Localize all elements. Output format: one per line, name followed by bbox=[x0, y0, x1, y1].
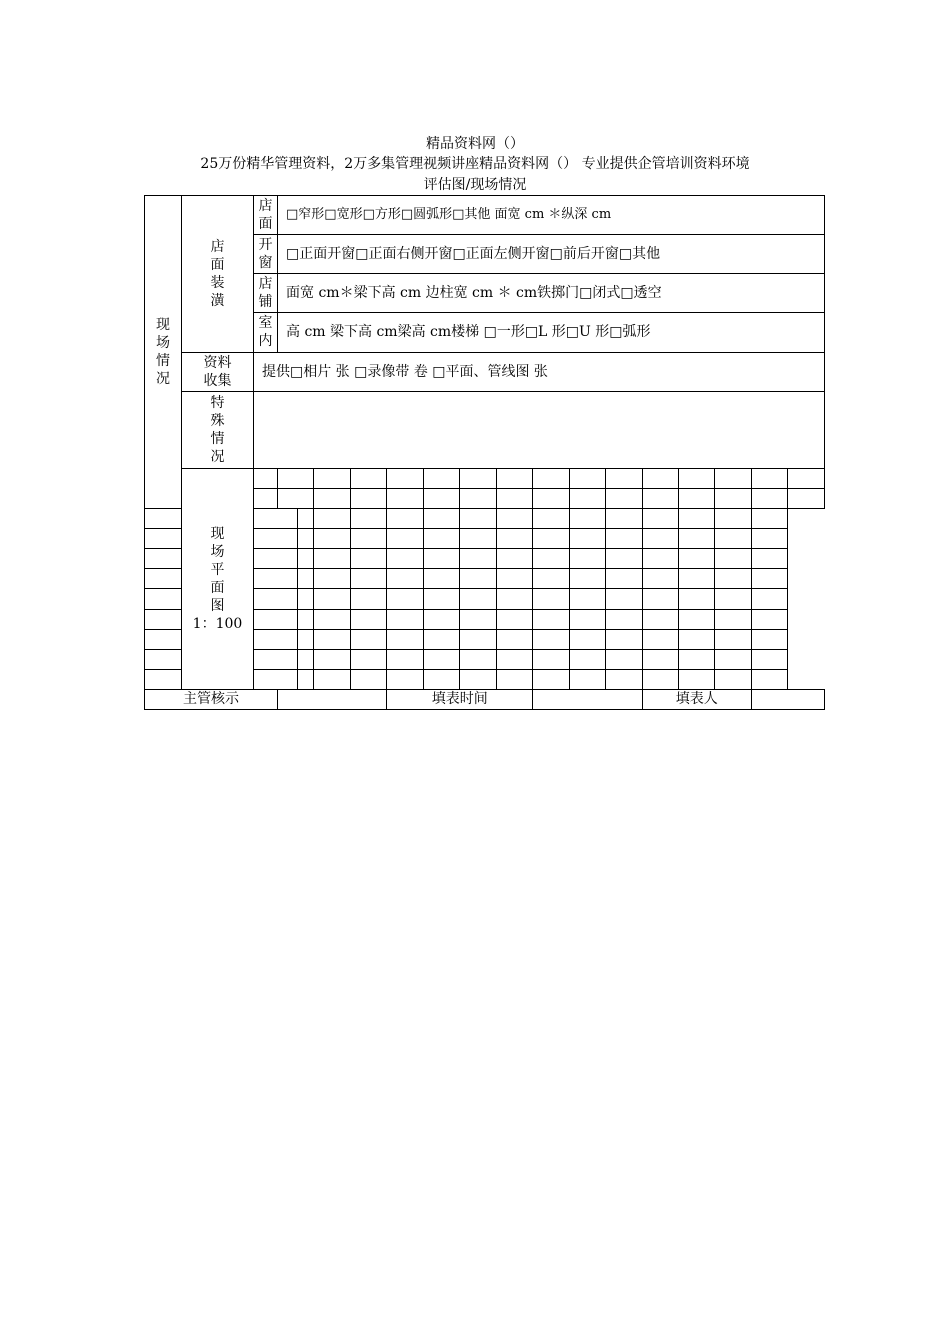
floor-plan-cell[interactable] bbox=[788, 469, 825, 489]
floor-plan-cell[interactable] bbox=[350, 629, 386, 649]
materials-row bbox=[145, 352, 825, 391]
floor-plan-cell[interactable] bbox=[496, 529, 532, 549]
floor-plan-cell[interactable] bbox=[254, 529, 298, 549]
floor-plan-cell[interactable] bbox=[298, 549, 314, 569]
floor-plan-cell[interactable] bbox=[387, 669, 423, 689]
floor-plan-cell[interactable] bbox=[569, 669, 605, 689]
floor-plan-cell[interactable] bbox=[254, 609, 298, 629]
supervisor-label: 主管核示 bbox=[145, 689, 278, 709]
floor-plan-cell[interactable] bbox=[423, 469, 459, 489]
floor-plan-cell[interactable] bbox=[715, 489, 751, 509]
floor-plan-cell[interactable] bbox=[496, 589, 532, 609]
floor-plan-cell[interactable] bbox=[642, 529, 678, 549]
floor-plan-cell[interactable] bbox=[460, 549, 496, 569]
floor-plan-cell[interactable] bbox=[642, 569, 678, 589]
floor-plan-cell[interactable] bbox=[145, 629, 182, 649]
floor-plan-cell[interactable] bbox=[751, 629, 787, 649]
floor-plan-cell[interactable] bbox=[533, 649, 569, 669]
floor-plan-cell[interactable] bbox=[298, 669, 314, 689]
floor-plan-cell[interactable] bbox=[678, 649, 714, 669]
floor-plan-cell[interactable] bbox=[715, 629, 751, 649]
floor-plan-cell[interactable] bbox=[314, 589, 350, 609]
floor-plan-cell[interactable] bbox=[254, 569, 298, 589]
floor-plan-cell[interactable] bbox=[569, 609, 605, 629]
floor-plan-cell[interactable] bbox=[387, 629, 423, 649]
floor-plan-cell[interactable] bbox=[496, 629, 532, 649]
floor-plan-cell[interactable] bbox=[278, 489, 314, 509]
shop-label: 店 铺 bbox=[254, 274, 278, 313]
floor-plan-cell[interactable] bbox=[350, 589, 386, 609]
floor-plan-cell[interactable] bbox=[642, 629, 678, 649]
floor-plan-cell[interactable] bbox=[642, 669, 678, 689]
floor-plan-cell[interactable] bbox=[423, 589, 459, 609]
floor-plan-cell[interactable] bbox=[314, 669, 350, 689]
floor-plan-cell[interactable] bbox=[298, 629, 314, 649]
floor-plan-cell[interactable] bbox=[350, 549, 386, 569]
special-label: 特 殊 情 况 bbox=[182, 391, 254, 468]
floor-plan-cell[interactable] bbox=[606, 609, 642, 629]
floor-plan-cell[interactable] bbox=[751, 469, 787, 489]
floor-plan-cell[interactable] bbox=[715, 569, 751, 589]
floor-plan-cell[interactable] bbox=[298, 569, 314, 589]
floor-plan-cell[interactable] bbox=[460, 629, 496, 649]
floor-plan-cell[interactable] bbox=[533, 629, 569, 649]
supervisor-field[interactable] bbox=[278, 689, 387, 709]
floor-plan-cell[interactable] bbox=[387, 569, 423, 589]
floor-plan-cell[interactable] bbox=[496, 669, 532, 689]
floor-plan-cell[interactable] bbox=[715, 509, 751, 529]
floor-plan-cell[interactable] bbox=[642, 489, 678, 509]
floor-plan-cell[interactable] bbox=[606, 509, 642, 529]
floor-plan-cell[interactable] bbox=[350, 669, 386, 689]
floor-plan-cell[interactable] bbox=[642, 509, 678, 529]
decoration-label: 店 面 装 潢 bbox=[182, 196, 254, 353]
floor-plan-cell[interactable] bbox=[298, 509, 314, 529]
floor-plan-cell[interactable] bbox=[254, 489, 278, 509]
floor-plan-cell[interactable] bbox=[145, 569, 182, 589]
floor-plan-cell[interactable] bbox=[423, 649, 459, 669]
storefront-row bbox=[145, 196, 825, 235]
floor-plan-cell[interactable] bbox=[350, 509, 386, 529]
floor-plan-cell[interactable] bbox=[751, 549, 787, 569]
floor-plan-cell[interactable] bbox=[678, 509, 714, 529]
floor-plan-cell[interactable] bbox=[751, 649, 787, 669]
window-label: 开 窗 bbox=[254, 235, 278, 274]
floor-plan-cell[interactable] bbox=[569, 509, 605, 529]
floor-plan-cell[interactable] bbox=[387, 609, 423, 629]
floor-plan-cell[interactable] bbox=[496, 469, 532, 489]
floor-plan-cell[interactable] bbox=[350, 529, 386, 549]
floor-plan-cell[interactable] bbox=[642, 589, 678, 609]
floor-plan-cell[interactable] bbox=[460, 489, 496, 509]
floor-plan-cell[interactable] bbox=[254, 549, 298, 569]
floor-plan-cell[interactable] bbox=[715, 589, 751, 609]
floor-plan-row bbox=[145, 469, 825, 489]
floor-plan-cell[interactable] bbox=[606, 669, 642, 689]
special-row bbox=[145, 391, 825, 468]
floor-plan-cell[interactable] bbox=[496, 569, 532, 589]
floor-plan-cell[interactable] bbox=[298, 589, 314, 609]
floor-plan-cell[interactable] bbox=[751, 509, 787, 529]
window-options[interactable]: □正面开窗□正面右侧开窗□正面左侧开窗□前后开窗□其他 bbox=[278, 235, 825, 274]
floor-plan-cell[interactable] bbox=[788, 489, 825, 509]
floor-plan-cell[interactable] bbox=[678, 589, 714, 609]
floor-plan-cell[interactable] bbox=[678, 569, 714, 589]
floor-plan-cell[interactable] bbox=[751, 609, 787, 629]
floor-plan-cell[interactable] bbox=[460, 649, 496, 669]
floor-plan-cell[interactable] bbox=[298, 609, 314, 629]
floor-plan-cell[interactable] bbox=[606, 529, 642, 549]
floor-plan-cell[interactable] bbox=[460, 609, 496, 629]
floor-plan-cell[interactable] bbox=[715, 529, 751, 549]
floor-plan-cell[interactable] bbox=[751, 589, 787, 609]
form-title: 评估图/现场情况 bbox=[423, 177, 527, 193]
floor-plan-cell[interactable] bbox=[496, 549, 532, 569]
floor-plan-cell[interactable] bbox=[387, 549, 423, 569]
fill-date-label: 填表时间 bbox=[387, 689, 533, 709]
floor-plan-cell[interactable] bbox=[606, 469, 642, 489]
interior-label: 室 内 bbox=[254, 313, 278, 352]
floor-plan-cell[interactable] bbox=[533, 549, 569, 569]
floor-plan-cell[interactable] bbox=[314, 549, 350, 569]
floor-plan-cell[interactable] bbox=[569, 469, 605, 489]
floor-plan-cell[interactable] bbox=[533, 589, 569, 609]
filler-label: 填表人 bbox=[642, 689, 751, 709]
floor-plan-cell[interactable] bbox=[314, 629, 350, 649]
floor-plan-cell[interactable] bbox=[678, 629, 714, 649]
floor-plan-cell[interactable] bbox=[314, 569, 350, 589]
floor-plan-cell[interactable] bbox=[751, 669, 787, 689]
floor-plan-cell[interactable] bbox=[533, 469, 569, 489]
floor-plan-cell[interactable] bbox=[678, 609, 714, 629]
floor-plan-cell[interactable] bbox=[569, 649, 605, 669]
floor-plan-cell[interactable] bbox=[387, 469, 423, 489]
floor-plan-cell[interactable] bbox=[423, 529, 459, 549]
floor-plan-cell[interactable] bbox=[606, 589, 642, 609]
floor-plan-cell[interactable] bbox=[254, 629, 298, 649]
floor-plan-cell[interactable] bbox=[423, 629, 459, 649]
floor-plan-cell[interactable] bbox=[314, 469, 350, 489]
floor-plan-cell[interactable] bbox=[606, 649, 642, 669]
floor-plan-cell[interactable] bbox=[423, 609, 459, 629]
site-assessment-form bbox=[144, 195, 825, 710]
floor-plan-cell[interactable] bbox=[678, 529, 714, 549]
floor-plan-cell[interactable] bbox=[678, 549, 714, 569]
floor-plan-cell[interactable] bbox=[145, 549, 182, 569]
floor-plan-cell[interactable] bbox=[387, 509, 423, 529]
floor-plan-cell[interactable] bbox=[533, 489, 569, 509]
floor-plan-cell[interactable] bbox=[642, 649, 678, 669]
floor-plan-cell[interactable] bbox=[314, 529, 350, 549]
floor-plan-cell[interactable] bbox=[715, 649, 751, 669]
floor-plan-cell[interactable] bbox=[569, 589, 605, 609]
floor-plan-cell[interactable] bbox=[678, 669, 714, 689]
floor-plan-cell[interactable] bbox=[496, 489, 532, 509]
floor-plan-cell[interactable] bbox=[569, 569, 605, 589]
floor-plan-cell[interactable] bbox=[254, 649, 298, 669]
floor-plan-cell[interactable] bbox=[387, 529, 423, 549]
floor-plan-cell[interactable] bbox=[460, 529, 496, 549]
floor-plan-cell[interactable] bbox=[314, 609, 350, 629]
floor-plan-cell[interactable] bbox=[145, 609, 182, 629]
floor-plan-cell[interactable] bbox=[254, 589, 298, 609]
floor-plan-cell[interactable] bbox=[533, 609, 569, 629]
floor-plan-cell[interactable] bbox=[254, 509, 298, 529]
floor-plan-cell[interactable] bbox=[145, 669, 182, 689]
floor-plan-label: 现 场 平 面 图 1：100 bbox=[182, 469, 254, 690]
header-description: 25万份精华管理资料，2万多集管理视频讲座精品资料网（） 专业提供企管培训资料环境 bbox=[200, 156, 750, 172]
floor-plan-cell[interactable] bbox=[314, 649, 350, 669]
floor-plan-cell[interactable] bbox=[254, 669, 298, 689]
floor-plan-cell[interactable] bbox=[254, 469, 278, 489]
floor-plan-cell[interactable] bbox=[423, 669, 459, 689]
footer-row bbox=[145, 689, 825, 709]
floor-plan-cell[interactable] bbox=[145, 589, 182, 609]
floor-plan-cell[interactable] bbox=[298, 529, 314, 549]
floor-plan-cell[interactable] bbox=[423, 569, 459, 589]
floor-plan-cell[interactable] bbox=[606, 569, 642, 589]
floor-plan-cell[interactable] bbox=[350, 489, 386, 509]
floor-plan-cell[interactable] bbox=[751, 529, 787, 549]
filler-field[interactable] bbox=[751, 689, 824, 709]
floor-plan-cell[interactable] bbox=[496, 609, 532, 629]
floor-plan-cell[interactable] bbox=[678, 489, 714, 509]
floor-plan-cell[interactable] bbox=[751, 569, 787, 589]
floor-plan-cell[interactable] bbox=[569, 489, 605, 509]
floor-plan-cell[interactable] bbox=[569, 549, 605, 569]
site-situation-label: 现 场 情 况 bbox=[145, 196, 182, 509]
floor-plan-cell[interactable] bbox=[298, 649, 314, 669]
floor-plan-cell[interactable] bbox=[715, 609, 751, 629]
special-field[interactable] bbox=[254, 391, 825, 468]
floor-plan-cell[interactable] bbox=[533, 669, 569, 689]
floor-plan-cell[interactable] bbox=[278, 469, 314, 489]
floor-plan-cell[interactable] bbox=[145, 509, 182, 529]
materials-label: 资料 收集 bbox=[182, 352, 254, 391]
floor-plan-cell[interactable] bbox=[145, 529, 182, 549]
floor-plan-cell[interactable] bbox=[387, 649, 423, 669]
floor-plan-cell[interactable] bbox=[606, 489, 642, 509]
floor-plan-cell[interactable] bbox=[350, 569, 386, 589]
floor-plan-cell[interactable] bbox=[569, 629, 605, 649]
floor-plan-cell[interactable] bbox=[314, 489, 350, 509]
floor-plan-cell[interactable] bbox=[387, 589, 423, 609]
floor-plan-cell[interactable] bbox=[715, 469, 751, 489]
floor-plan-cell[interactable] bbox=[569, 529, 605, 549]
floor-plan-cell[interactable] bbox=[642, 609, 678, 629]
floor-plan-cell[interactable] bbox=[387, 489, 423, 509]
floor-plan-cell[interactable] bbox=[642, 469, 678, 489]
interior-options[interactable]: 高 cm 梁下高 cm梁高 cm楼梯 □一形□L 形□U 形□弧形 bbox=[278, 313, 825, 352]
floor-plan-cell[interactable] bbox=[751, 489, 787, 509]
floor-plan-cell[interactable] bbox=[460, 569, 496, 589]
floor-plan-cell[interactable] bbox=[460, 469, 496, 489]
fill-date-field[interactable] bbox=[533, 689, 642, 709]
floor-plan-cell[interactable] bbox=[642, 549, 678, 569]
floor-plan-cell[interactable] bbox=[423, 549, 459, 569]
floor-plan-cell[interactable] bbox=[145, 649, 182, 669]
storefront-options[interactable]: □窄形□宽形□方形□圆弧形□其他 面宽 cm ＊纵深 cm bbox=[278, 196, 825, 235]
floor-plan-cell[interactable] bbox=[678, 469, 714, 489]
floor-plan-cell[interactable] bbox=[715, 669, 751, 689]
floor-plan-cell[interactable] bbox=[460, 589, 496, 609]
floor-plan-cell[interactable] bbox=[423, 489, 459, 509]
header-site-name: 精品资料网（） bbox=[426, 136, 524, 152]
floor-plan-cell[interactable] bbox=[314, 509, 350, 529]
floor-plan-cell[interactable] bbox=[423, 509, 459, 529]
floor-plan-cell[interactable] bbox=[460, 509, 496, 529]
shop-options[interactable]: 面宽 cm＊梁下高 cm 边柱宽 cm ＊ cm铁掷门□闭式□透空 bbox=[278, 274, 825, 313]
floor-plan-cell[interactable] bbox=[606, 629, 642, 649]
floor-plan-cell[interactable] bbox=[496, 509, 532, 529]
floor-plan-cell[interactable] bbox=[533, 569, 569, 589]
floor-plan-cell[interactable] bbox=[496, 649, 532, 669]
floor-plan-cell[interactable] bbox=[350, 649, 386, 669]
floor-plan-cell[interactable] bbox=[533, 509, 569, 529]
storefront-label: 店 面 bbox=[254, 196, 278, 235]
floor-plan-cell[interactable] bbox=[606, 549, 642, 569]
floor-plan-cell[interactable] bbox=[715, 549, 751, 569]
floor-plan-cell[interactable] bbox=[460, 669, 496, 689]
materials-options[interactable]: 提供□相片 张 □录像带 卷 □平面、管线图 张 bbox=[254, 352, 825, 391]
floor-plan-cell[interactable] bbox=[533, 529, 569, 549]
floor-plan-cell[interactable] bbox=[350, 609, 386, 629]
floor-plan-cell[interactable] bbox=[350, 469, 386, 489]
